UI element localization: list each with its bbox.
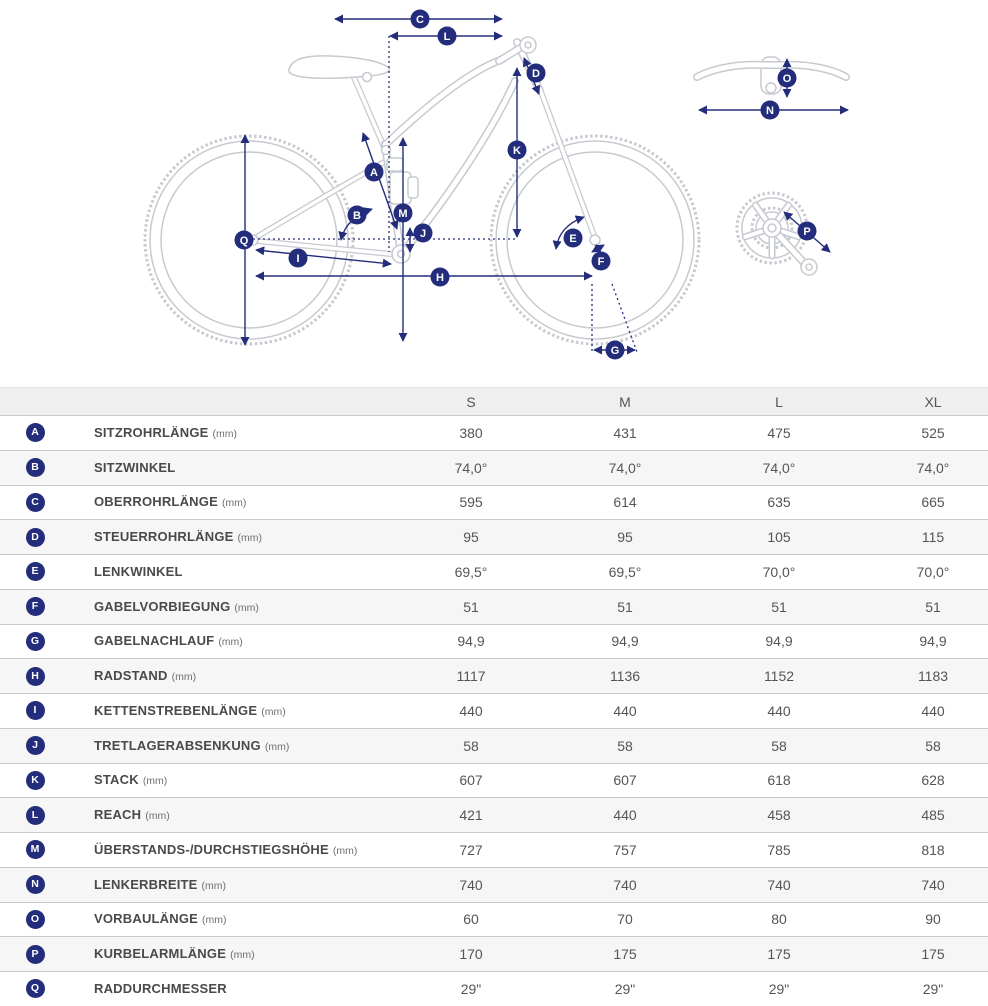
row-badge-cell bbox=[0, 423, 70, 442]
header-size-xl: XL bbox=[924, 393, 942, 410]
diagram-badge-q bbox=[235, 231, 254, 250]
row-value-xl: 51 bbox=[925, 598, 941, 615]
row-value-s: 740 bbox=[459, 876, 483, 893]
row-value-s: 74,0° bbox=[454, 459, 488, 476]
row-label: KETTENSTREBENLÄNGE bbox=[94, 702, 258, 718]
row-label-cell bbox=[70, 632, 394, 650]
row-value-m: 740 bbox=[613, 876, 637, 893]
row-badge-cell bbox=[0, 910, 70, 929]
row-value-l: 29" bbox=[768, 980, 790, 997]
diagram-badge-n bbox=[761, 101, 780, 120]
row-value-xl: 58 bbox=[925, 737, 941, 754]
diagram-badge-i bbox=[289, 249, 308, 268]
row-label-cell bbox=[70, 667, 394, 685]
row-value-m: 757 bbox=[613, 841, 637, 858]
row-label-cell bbox=[70, 459, 394, 477]
row-value-xl: 665 bbox=[921, 494, 945, 511]
diagram-badge-m bbox=[394, 204, 413, 223]
diagram-badge-c bbox=[411, 10, 430, 29]
row-label-cell bbox=[70, 945, 394, 963]
row-unit: (mm) bbox=[230, 949, 255, 962]
row-badge-cell bbox=[0, 562, 70, 581]
row-value-m: 607 bbox=[613, 772, 637, 789]
geometry-table bbox=[0, 387, 988, 1006]
row-badge-cell bbox=[0, 945, 70, 964]
svg-text:Q: Q bbox=[239, 234, 249, 247]
row-value-l: 635 bbox=[767, 494, 791, 511]
row-label: SITZROHRLÄNGE bbox=[94, 424, 209, 440]
row-value-s: 727 bbox=[459, 841, 483, 858]
diagram-badge-g bbox=[606, 341, 625, 360]
row-value-m: 51 bbox=[617, 598, 633, 615]
row-unit: (mm) bbox=[264, 740, 290, 753]
diagram-badge-d bbox=[527, 64, 546, 83]
diagram-badge-p bbox=[798, 222, 817, 241]
row-value-s: 69,5° bbox=[454, 563, 488, 580]
row-letter-badge: F bbox=[26, 597, 45, 616]
row-letter-badge: B bbox=[26, 458, 45, 477]
header-size-l: L bbox=[775, 393, 783, 410]
row-value-s: 170 bbox=[459, 946, 483, 963]
row-value-l: 74,0° bbox=[762, 459, 796, 476]
diagram-badge-o bbox=[778, 69, 797, 88]
row-unit: (mm) bbox=[202, 914, 227, 927]
row-label-cell bbox=[70, 841, 394, 859]
svg-text:F: F bbox=[597, 255, 605, 268]
table-row bbox=[0, 485, 988, 520]
row-value-m: 74,0° bbox=[608, 459, 642, 476]
diagram-badge-l bbox=[438, 27, 457, 46]
row-badge-cell bbox=[0, 875, 70, 894]
svg-text:B: B bbox=[353, 209, 361, 222]
table-row bbox=[0, 728, 988, 763]
row-value-s: 60 bbox=[463, 911, 479, 928]
table-row bbox=[0, 797, 988, 832]
row-letter-badge: C bbox=[26, 493, 45, 512]
header-size-s: S bbox=[466, 393, 476, 410]
row-label-cell bbox=[70, 771, 394, 789]
row-unit: (mm) bbox=[218, 636, 243, 649]
row-label-cell bbox=[70, 702, 394, 720]
row-value-s: 607 bbox=[459, 772, 483, 789]
table-row bbox=[0, 832, 988, 867]
row-label-cell bbox=[70, 493, 394, 511]
row-label-cell bbox=[70, 598, 394, 616]
svg-text:I: I bbox=[296, 252, 300, 265]
row-value-l: 785 bbox=[767, 841, 791, 858]
row-unit: (mm) bbox=[142, 775, 168, 788]
row-label: GABELNACHLAUF bbox=[94, 633, 215, 649]
row-unit: (mm) bbox=[171, 671, 197, 684]
row-letter-badge: E bbox=[26, 562, 45, 581]
table-row bbox=[0, 763, 988, 798]
diagram-badge-f bbox=[592, 252, 611, 271]
row-badge-cell bbox=[0, 458, 70, 477]
row-badge-cell bbox=[0, 736, 70, 755]
row-letter-badge: A bbox=[26, 423, 45, 442]
row-value-xl: 440 bbox=[921, 702, 945, 719]
row-label: VORBAULÄNGE bbox=[94, 911, 199, 927]
row-unit: (mm) bbox=[201, 879, 227, 892]
row-badge-cell bbox=[0, 632, 70, 651]
row-badge-cell bbox=[0, 701, 70, 720]
svg-text:P: P bbox=[803, 225, 811, 238]
row-value-xl: 90 bbox=[925, 911, 941, 928]
table-row bbox=[0, 415, 988, 450]
row-value-m: 614 bbox=[613, 494, 637, 511]
row-unit: (mm) bbox=[237, 532, 263, 545]
row-value-l: 175 bbox=[767, 946, 791, 963]
diagram-badge-h bbox=[431, 268, 450, 287]
row-letter-badge: M bbox=[26, 840, 45, 859]
table-header-row bbox=[0, 388, 988, 415]
table-row bbox=[0, 867, 988, 902]
svg-text:M: M bbox=[398, 207, 408, 220]
diagram-badge-b bbox=[348, 206, 367, 225]
row-value-l: 740 bbox=[767, 876, 791, 893]
diagram-badge-a bbox=[365, 163, 384, 182]
row-value-s: 94,9 bbox=[457, 633, 485, 650]
table-row bbox=[0, 902, 988, 937]
row-value-l: 58 bbox=[771, 737, 787, 754]
row-value-m: 440 bbox=[613, 807, 637, 824]
row-badge-cell bbox=[0, 979, 70, 998]
row-badge-cell bbox=[0, 528, 70, 547]
row-value-xl: 175 bbox=[921, 946, 945, 963]
row-label: KURBELARMLÄNGE bbox=[94, 946, 227, 962]
row-letter-badge: K bbox=[26, 771, 45, 790]
row-label: TRETLAGERABSENKUNG bbox=[94, 737, 261, 753]
row-label-cell bbox=[70, 910, 394, 928]
row-value-xl: 1183 bbox=[917, 668, 949, 685]
row-badge-cell bbox=[0, 667, 70, 686]
table-row bbox=[0, 936, 988, 971]
row-letter-badge: I bbox=[26, 701, 45, 720]
row-value-xl: 525 bbox=[921, 424, 945, 441]
row-unit: (mm) bbox=[212, 427, 238, 440]
row-value-l: 105 bbox=[767, 529, 791, 546]
row-value-xl: 115 bbox=[921, 529, 945, 546]
row-badge-cell bbox=[0, 771, 70, 790]
row-label: ÜBERSTANDS-/DURCHSTIEGSHÖHE bbox=[94, 841, 329, 857]
row-value-s: 58 bbox=[463, 737, 479, 754]
row-letter-badge: N bbox=[26, 875, 45, 894]
diagram-badge-k bbox=[508, 141, 527, 160]
diagram-badge-e bbox=[564, 229, 583, 248]
row-label-cell bbox=[70, 980, 394, 998]
svg-text:A: A bbox=[370, 166, 378, 179]
row-value-xl: 740 bbox=[921, 876, 945, 893]
row-value-l: 618 bbox=[767, 772, 791, 789]
row-label-cell bbox=[70, 424, 394, 442]
row-value-s: 440 bbox=[459, 702, 483, 719]
table-row bbox=[0, 519, 988, 554]
row-value-s: 95 bbox=[463, 529, 479, 546]
row-value-m: 70 bbox=[617, 911, 633, 928]
row-value-l: 1152 bbox=[763, 668, 795, 685]
row-label: LENKERBREITE bbox=[94, 876, 198, 892]
row-value-xl: 818 bbox=[921, 841, 945, 858]
row-badge-cell bbox=[0, 840, 70, 859]
row-value-m: 431 bbox=[613, 424, 637, 441]
row-badge-cell bbox=[0, 493, 70, 512]
row-unit: (mm) bbox=[145, 810, 170, 823]
svg-text:D: D bbox=[532, 67, 540, 80]
row-value-l: 51 bbox=[771, 598, 787, 615]
row-letter-badge: P bbox=[26, 945, 45, 964]
row-unit: (mm) bbox=[261, 705, 286, 718]
svg-text:K: K bbox=[513, 144, 521, 157]
row-value-s: 1117 bbox=[456, 668, 486, 685]
row-value-m: 29" bbox=[614, 980, 636, 997]
row-label-cell bbox=[70, 876, 394, 894]
row-value-s: 421 bbox=[459, 807, 483, 824]
row-label: STEUERROHRLÄNGE bbox=[94, 529, 234, 545]
row-badge-cell bbox=[0, 806, 70, 825]
diagram-badge-j bbox=[414, 224, 433, 243]
row-value-xl: 74,0° bbox=[916, 459, 950, 476]
row-value-m: 1136 bbox=[609, 668, 641, 685]
row-value-l: 80 bbox=[771, 911, 787, 928]
row-value-m: 95 bbox=[617, 529, 633, 546]
row-badge-cell bbox=[0, 597, 70, 616]
row-value-xl: 485 bbox=[921, 807, 945, 824]
row-letter-badge: O bbox=[26, 910, 45, 929]
row-value-xl: 628 bbox=[921, 772, 945, 789]
row-value-m: 175 bbox=[613, 946, 637, 963]
table-row bbox=[0, 658, 988, 693]
handlebar-front-view bbox=[697, 57, 846, 94]
row-value-l: 94,9 bbox=[765, 633, 793, 650]
row-label: GABELVORBIEGUNG bbox=[94, 598, 231, 614]
row-value-m: 58 bbox=[617, 737, 633, 754]
svg-text:N: N bbox=[766, 104, 774, 117]
table-row bbox=[0, 971, 988, 1006]
row-unit: (mm) bbox=[332, 844, 358, 857]
row-label: RADSTAND bbox=[94, 668, 168, 684]
row-label: OBERROHRLÄNGE bbox=[94, 494, 218, 510]
svg-text:G: G bbox=[610, 344, 620, 357]
table-row bbox=[0, 450, 988, 485]
row-value-s: 29" bbox=[460, 980, 482, 997]
header-size-m: M bbox=[619, 393, 631, 410]
row-value-l: 458 bbox=[767, 807, 791, 824]
row-value-xl: 29" bbox=[922, 980, 944, 997]
geometry-diagram-svg bbox=[0, 0, 988, 387]
row-label-cell bbox=[70, 563, 394, 581]
svg-text:L: L bbox=[443, 30, 451, 43]
table-row bbox=[0, 554, 988, 589]
row-label-cell bbox=[70, 528, 394, 546]
row-value-m: 440 bbox=[613, 702, 637, 719]
row-value-l: 475 bbox=[767, 424, 791, 441]
svg-text:J: J bbox=[419, 227, 427, 240]
row-letter-badge: L bbox=[26, 806, 45, 825]
svg-text:H: H bbox=[436, 271, 444, 284]
row-value-s: 51 bbox=[463, 598, 479, 615]
svg-text:E: E bbox=[569, 232, 577, 245]
row-value-s: 595 bbox=[459, 494, 483, 511]
row-label: REACH bbox=[94, 807, 142, 823]
row-label: RADDURCHMESSER bbox=[94, 980, 227, 996]
svg-text:C: C bbox=[416, 13, 424, 26]
row-letter-badge: H bbox=[26, 667, 45, 686]
row-label: SITZWINKEL bbox=[94, 459, 176, 475]
row-value-l: 70,0° bbox=[762, 563, 796, 580]
geometry-table-body bbox=[0, 415, 988, 1006]
table-row bbox=[0, 589, 988, 624]
svg-text:O: O bbox=[782, 72, 792, 85]
table-row bbox=[0, 693, 988, 728]
row-label-cell bbox=[70, 737, 394, 755]
row-letter-badge: D bbox=[26, 528, 45, 547]
row-value-xl: 94,9 bbox=[919, 633, 947, 650]
row-value-s: 380 bbox=[459, 424, 483, 441]
row-unit: (mm) bbox=[221, 497, 247, 510]
row-value-m: 69,5° bbox=[608, 563, 642, 580]
row-letter-badge: J bbox=[26, 736, 45, 755]
row-label-cell bbox=[70, 806, 394, 824]
row-value-l: 440 bbox=[767, 702, 791, 719]
bike-geometry-diagram bbox=[0, 0, 988, 387]
row-unit: (mm) bbox=[234, 601, 259, 614]
row-label: LENKWINKEL bbox=[94, 563, 183, 579]
row-label: STACK bbox=[94, 772, 139, 788]
row-letter-badge: G bbox=[26, 632, 45, 651]
table-row bbox=[0, 624, 988, 659]
row-letter-badge: Q bbox=[26, 979, 45, 998]
row-value-xl: 70,0° bbox=[916, 563, 950, 580]
row-value-m: 94,9 bbox=[611, 633, 639, 650]
